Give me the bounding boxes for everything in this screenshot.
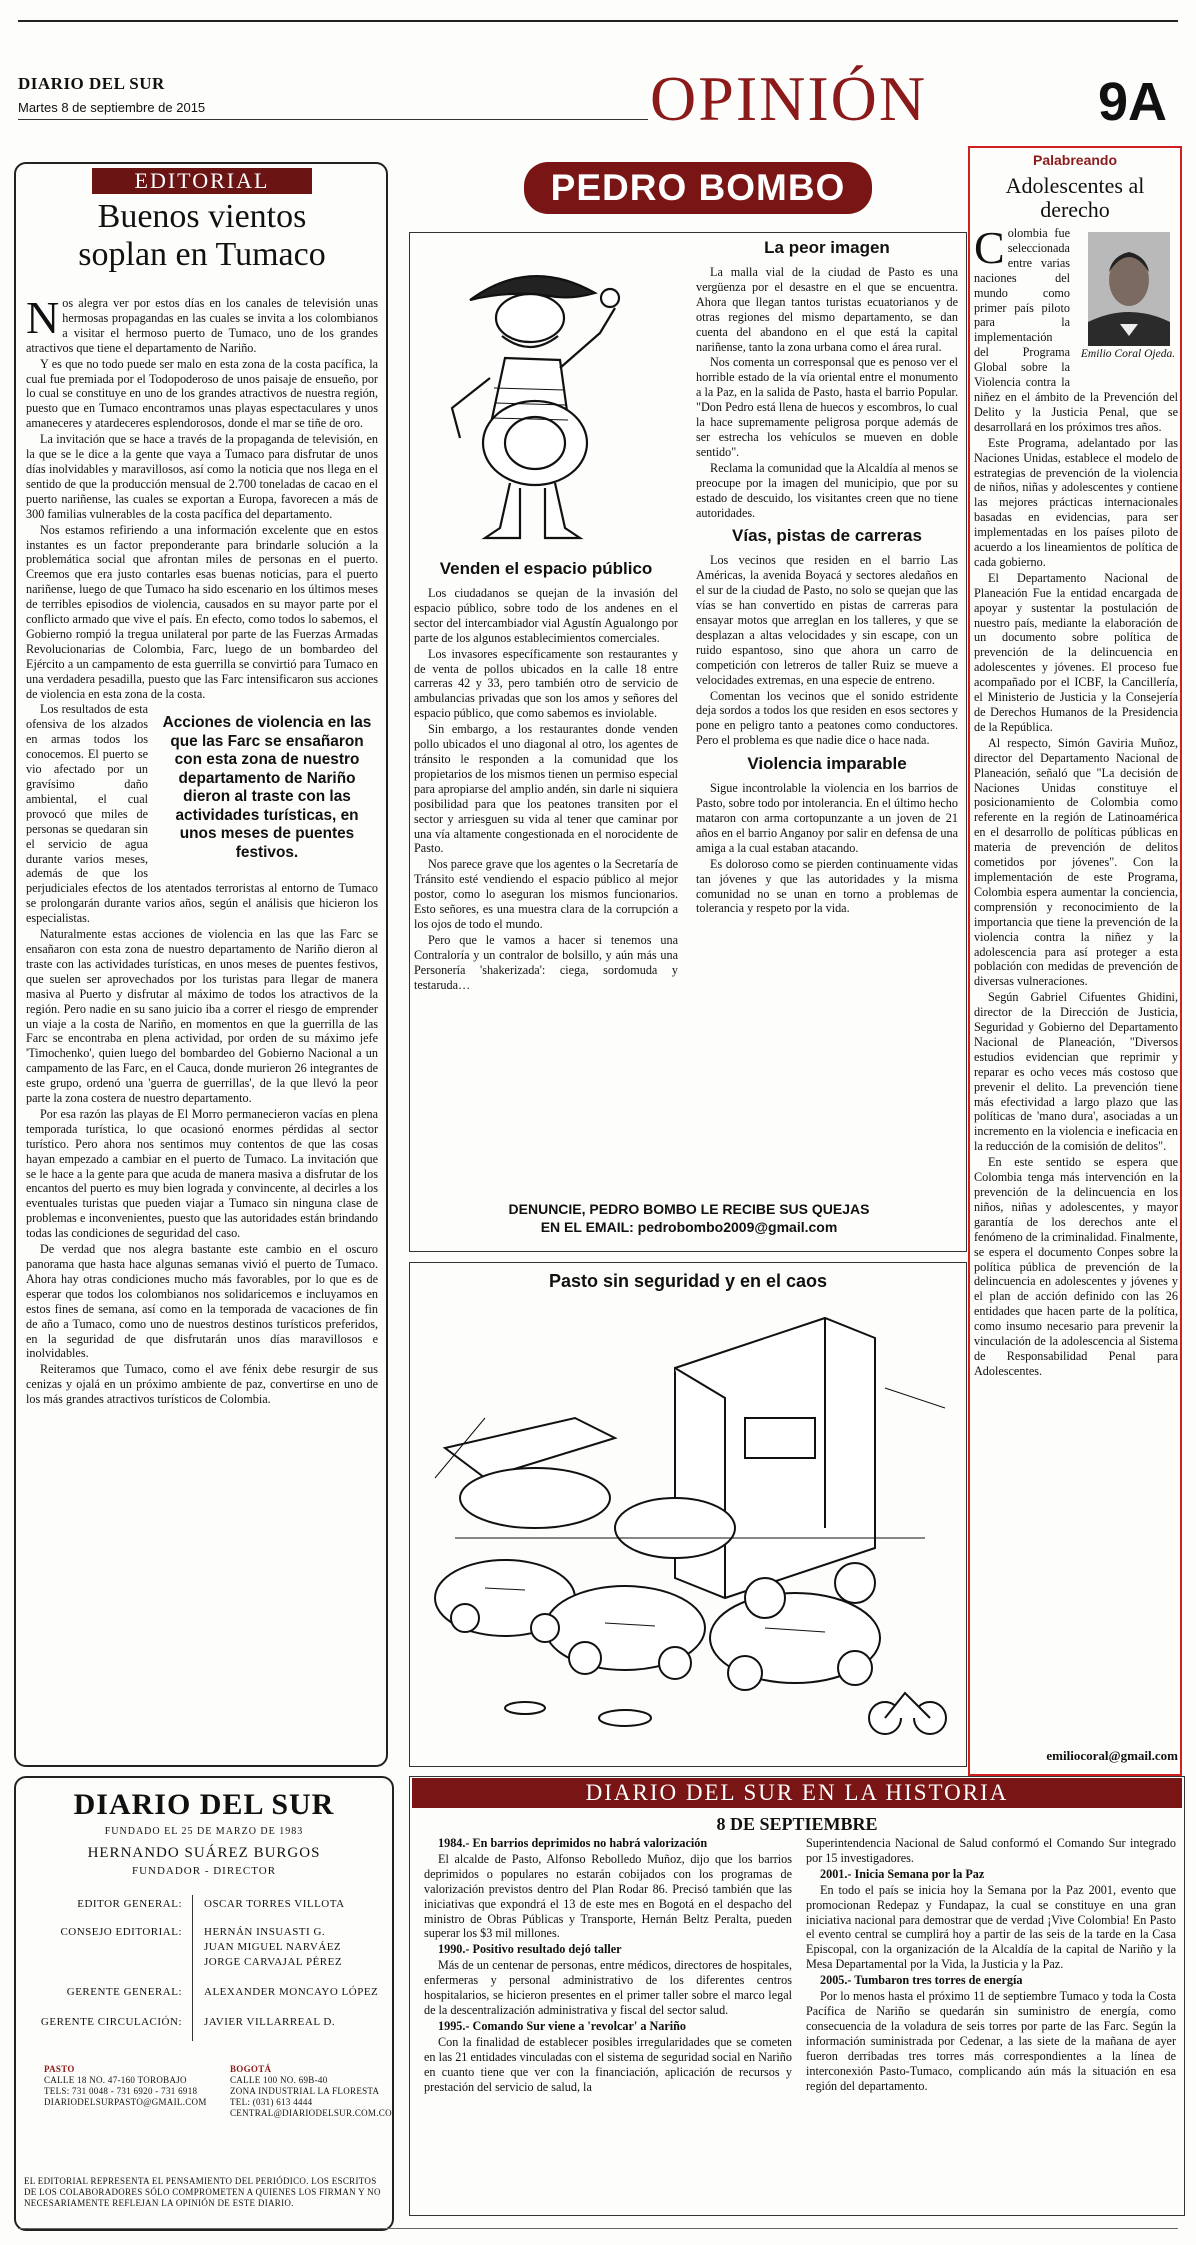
pb-paragraph: Los invasores específicamente son restaurantes y de venta de pollos ubicados en la calle 18 entre carreras 42 y 33, pero también otro de servicio de ambulancias privadas que son los amos y señores del espacio público, que como sabemos es inviolable. — [414, 646, 678, 721]
paper-name: DIARIO DEL SUR — [18, 74, 165, 93]
pb-heading-peor-imagen: La peor imagen — [764, 238, 890, 257]
bogota-line: CALLE 100 NO. 69B-40 — [230, 2075, 328, 2085]
page-number: 9A — [1098, 72, 1168, 132]
staff-label: GERENTE GENERAL: — [66, 1986, 182, 1998]
historia-column-1 — [424, 1836, 792, 2095]
pedro-bombo-contact — [414, 1200, 964, 1236]
historia-paragraph: Con la finalidad de establecer posibles irregularidades que se cometen en las 21 entidades vinculadas con el sistema de seguridad social en Nariño en cuanto tiene que ver con la financiación, aplicación de recursos y prestación del servicio de salud, la — [424, 2034, 792, 2094]
pedro-bombo-illustration — [430, 238, 630, 548]
pasto-line: DIARIODELSURPASTO@GMAIL.COM — [44, 2097, 207, 2107]
pb-paragraph: Sin embargo, a los restaurantes donde venden pollo ubicados el uno diagonal al otro, los agentes de tránsito le responden a la comunidad que los propietarios de los mismos tienen un permiso especial para apropiarse del amplio andén, sin darle ni siquiera posibilidad para que los peatones transiten por el sector y arriesguen su vida al tener que caminar por una vía altamente congestionada en el norocidente de Pasto. — [414, 722, 678, 856]
pasto-address — [44, 2064, 214, 2108]
staff-divider — [192, 1895, 193, 2041]
palabreando-paragraph: Según Gabriel Cifuentes Ghidini, director de la Dirección de Justicia, Seguridad y Gobierno del Departamento Nacional de Planeación, "Diversos estudios evidencian que reprimir y reparar es ocho veces más costoso que prevenir el delito. La prevención tiene más efectividad a largo plazo que las políticas de 'mano dura', asociadas a un incremento en la violencia e ineficacia en la reducción de la comisión de delitos". — [974, 990, 1178, 1154]
editorial-banner: EDITORIAL — [92, 168, 312, 194]
pb-paragraph: La malla vial de la ciudad de Pasto es una vergüenza por el desastre en el que se encuentra. Ahora que llegan tantos turistas ecuatorianos y de otras regiones del mismo departamento, se dan cuenta del abandono en el que está la capital nariñense, tanto la zona urbana como el área rural. — [696, 265, 958, 354]
historia-paragraph: El alcalde de Pasto, Alfonso Rebolledo Muñoz, dijo que los barrios deprimidos o populares no estarán cobijados con los programas de valorización previstos dentro del Plan Rodar 86. Precisó también que las iniciativas que expondrá el 13 de este mes en Bogotá en el despacho del ministro de Obras Públicas y Transporte, Hernán Beltz Peralta, pueden superar los $3 mil millones. — [424, 1851, 792, 1941]
staff-value: JUAN MIGUEL NARVÁEZ — [204, 1941, 342, 1953]
pb-paragraph: Los ciudadanos se quejan de la invasión del espacio público, sobre todo de los andenes en el sector del intercambiador vial Agustín Agualongo por parte de los algunos establecimientos comerciales. — [414, 586, 678, 645]
historia-paragraph: Más de un centenar de personas, entre médicos, directores de hospitales, enfermeras y personal administrativo de los diferentes centros hospitalarios, se hicieron presentes en el primer taller sobre el marco legal de la descentralización administrativa y fiscal del sector salud. — [424, 1958, 792, 2017]
staff-value: JORGE CARVAJAL PÉREZ — [204, 1956, 343, 1968]
palabreando-kicker: Palabreando — [1032, 152, 1118, 168]
staff-label: EDITOR GENERAL: — [77, 1898, 182, 1910]
staff-founder-name: HERNANDO SUÁREZ BURGOS — [87, 1845, 321, 1861]
editorial-body — [26, 292, 378, 1408]
palabreando-first-paragraph-text: olombia fue seleccionada entre varias naciones del mundo como primer país piloto para la implementación del Programa Global sobre la Violencia contra la niñez en el ámbito de la Prevención del Delito y la Justicia Penal, que se desarrollará en los próximos tres años. — [974, 226, 1178, 434]
pb-heading-espacio-publico: Venden el espacio público — [439, 559, 653, 578]
editorial-title — [24, 198, 380, 274]
pb-contact-line1: DENUNCIE, PEDRO BOMBO LE RECIBE SUS QUEJAS — [508, 1201, 870, 1217]
editorial-first-paragraph — [26, 292, 378, 356]
pb-heading-violencia: Violencia imparable — [747, 754, 907, 774]
staff-label: CONSEJO EDITORIAL: — [60, 1926, 182, 1938]
editorial-title-line2: soplan en Tumaco — [78, 236, 326, 273]
palabreando-paragraph: El Departamento Nacional de Planeación Fue la entidad encargada de apoyar y sustentar la postulación de nuestro país, mediante la elaboración de un documento sobre política de prevención de la delincuencia en adolescentes y jóvenes. El proceso fue acompañado por el ICBF, la Cancillería, el Ministerio de Justicia y la Consejería de Derechos Humanos de la Presidencia de la República. — [974, 570, 1178, 734]
palabreando-title: Adolescentes al derecho — [1005, 173, 1145, 222]
pb-paragraph: Sigue incontrolable la violencia en los barrios de Pasto, sobre todo por intolerancia. En el último hecho mataron con arma cortopunzante a un joven de 21 años en el barrio Anganoy por salir en defensa de una amiga a la cual estaban atacando. — [696, 781, 958, 855]
pb-paragraph: Los vecinos que residen en el barrio Las Américas, la avenida Boyacá y sectores aledaños en el sur de la ciudad de Pasto, no solo se quejan que las vías se han convertido en pistas de carreras para ensayar motos que arreglan en los talleres, y que se desplazan a altas velocidades y sin escape, con un ruido espantoso, sino que ahora un carro de competición con letreros de taller Ruiz se mueve a velocidades extremas, en una especie de entreno. — [696, 553, 958, 687]
staff-value: ALEXANDER MONCAYO LÓPEZ — [204, 1986, 379, 1998]
historia-heading: 2001.- Inicia Semana por la Paz — [820, 1866, 985, 1881]
historia-paragraph: En todo el país se inicia hoy la Semana por la Paz 2001, evento que promocionan Redepaz y Fundapaz, la cual se constituye en una gran iniciativa nacional para demostrar que de verdad ¡Vive Colombia! En Pasto el evento central se cumplirá hoy a partir de las seis de la tarde en la Casa Episcopal, con la organización de la Alcaldía de la capital de Nariño y la Mesa Departamental por la Vida, la Justicia y la Paz. — [806, 1882, 1176, 1972]
historia-paragraph: Superintendencia Nacional de Salud conformó el Comando Sur integrado por 15 investigadores. — [806, 1836, 1176, 1865]
editorial-paragraph: Por esa razón las playas de El Morro permanecieron vacías en plena temporada turística, lo que ocasionó enormes pérdidas al sector turístico. Pero ahora nos sentimos muy contentos de que las cosas hayan empezado a cambiar en el puerto de Tumaco. La invitación que se le hace a la gente para que acuda de manera masiva a disfrutar de los encantos del puerto es muy bien lograda y convincente, al decirles a los eventuales turistas que pueden viajar a Tumaco sin ninguna clase de problemas e inconvenientes, puesto que las autoridades están brindando todas las condiciones de seguridad del caso. — [26, 1106, 378, 1241]
pb-paragraph: Pero que le vamos a hacer si tenemos una Contraloría y un contralor de bolsillo, y aún más una Personería 'shakerizada': ciega, sordomuda y testaruda… — [414, 932, 678, 992]
pasto-line: TELS: 731 0048 - 731 6920 - 731 6918 — [44, 2086, 198, 2096]
editorial-paragraph: Los resultados de esta ofensiva de los alzados en armas todos los conocemos. El puerto se vio afectado por un gravísimo daño ambiental, el cual provocó que miles de personas se quedaran sin el servicio de agua durante varios meses, además de que los perjudiciales efectos de los atentados terroristas al entorno de Tumaco se prolongarán durante varios años, según el análisis que hicieron los especialistas. — [26, 702, 378, 926]
bottom-rule — [18, 2228, 1178, 2229]
historia-column-2 — [806, 1836, 1176, 2094]
historia-heading: 1984.- En barrios deprimidos no habrá valorización — [438, 1836, 708, 1850]
historia-date: 8 DE SEPTIEMBRE — [716, 1814, 878, 1834]
editorial-paragraph: La invitación que se hace a través de la propaganda de televisión, en la que se le dice a la gente que vaya a Tumaco para disfrutar de unos días inolvidables y maravillosos, así como la noticia que nos llega en el sentido de que la producción mensual de 2.700 toneladas de cacao en el puerto nariñense, las cuales se exportan a Europa, favorecen a más de 300 familias vulnerables de la costa pacífica del departamento. — [26, 432, 378, 521]
staff-logo: DIARIO DEL SUR — [73, 1788, 335, 1821]
historia-paragraph: Por lo menos hasta el próximo 11 de septiembre Tumaco y toda la Costa Pacífica de Nariño se quedarán sin suministro de energía, como consecuencia de la voladura de seis torres por parte de las Farc. Según la información suministrada por Cedenar, a las siete de la mañana de ayer fueron derribadas tres torres más correspondientes a la línea de interconexión Pasto-Tumaco, complicando aún más la situación en esa región del departamento. — [806, 1989, 1176, 2093]
pb-contact-line2: EN EL EMAIL: pedrobombo2009@gmail.com — [540, 1219, 838, 1235]
cartoon-title: Pasto sin seguridad y en el caos — [548, 1271, 828, 1291]
editorial-first-paragraph-text: os alegra ver por estos días en los canales de televisión unas hermosas propagandas en las cuales se invita a los colombianos a visitar el hermoso puerto de Tumaco, uno de los grandes atractivos que tiene el departamento de Nariño. — [26, 296, 378, 355]
pedro-bombo-column-1 — [414, 553, 678, 993]
historia-heading: 1995.- Comando Sur viene a 'revolcar' a Nariño — [438, 2018, 687, 2033]
pedro-bombo-column-2 — [696, 232, 958, 917]
staff-label: GERENTE CIRCULACIÓN: — [40, 2016, 182, 2028]
palabreando-body — [974, 222, 1178, 1380]
editorial-paragraph: Nos estamos refiriendo a una información excelente que en estos instantes es un factor preponderante para brindarle solución a la problemática social que afrontan miles de personas en el puerto. Creemos que era justo contarles esas buenas noticias, para el puerto nariñense, luego de que Tumaco ha sido escenario en los últimos meses de terribles episodios de violencia, causados en su mayor parte por el conflicto armado que vive el país. En efecto, como todos lo sabemos, el Gobierno rompió la tregua unilateral por parte de las Fuerzas Armadas Revolucionarias de Colombia, Farc, luego de un bombardeo del Ejército a un campamento de esta guerrilla se convirtió para Tumaco en una verdadera pesadilla, puesto que las Farc intensificaron sus acciones de violencia en esta zona de la costa. — [26, 522, 378, 701]
traffic-chaos-cartoon — [425, 1298, 955, 1758]
editorial-dropcap: N — [26, 292, 60, 343]
bogota-label: BOGOTÁ — [230, 2064, 272, 2074]
pasto-line: CALLE 18 NO. 47-160 TOROBAJO — [44, 2075, 187, 2085]
staff-value: JAVIER VILLARREAL D. — [204, 2016, 336, 2028]
palabreando-paragraph: En este sentido se espera que Colombia tenga más intervención en la prevención de la delincuencia en los niños, niñas y adolescentes, y mayor garantía de los derechos ante el fenómeno de la criminalidad. Finalmente, se espera el documento Conpes sobre la política pública de prevención de la delincuencia en adolescentes y jóvenes y el plan de acción definido con las 26 entidades que hacen parte de la política, como insumo necesario para prevenir la vinculación de la adolescencia al Sistema de Responsabilidad Penal para Adolescentes. — [974, 1155, 1178, 1378]
staff-founded: FUNDADO EL 25 DE MARZO DE 1983 — [104, 1826, 304, 1837]
bogota-line: ZONA INDUSTRIAL LA FLORESTA — [230, 2086, 380, 2096]
author-photo-caption: Emilio Coral Ojeda. — [1080, 348, 1176, 360]
historia-heading: 1990.- Positivo resultado dejó taller — [438, 1942, 622, 1957]
pb-heading-vias-pistas: Vías, pistas de carreras — [732, 526, 922, 546]
editorial-paragraph: Naturalmente estas acciones de violencia en las que las Farc se ensañaron con esta zona de nuestro departamento de Nariño dieron al traste con las actividades turísticas, en unos meses de puentes festivos, que suelen ser aprovechados por los turistas para llegar de manera masiva al Puerto y disfrutar al máximo de todos los atractivos de la región. Pero nadie en su sano juicio iba a correr el riesgo de emprender un viaje a la costa de Nariño, en momentos en que la guerrilla de las Farc se encontraba en plena actividad, por orden de su máximo jefe 'Timochenko', quien luego del bombardeo del Gobierno Nacional a un campamento de las Farc, en el Cauca, donde murieron 26 integrantes de este grupo, ordenó una 'guerra de guerrillas', de la que llevó la peor parte la zona costera de nuestro departamento. — [26, 927, 378, 1106]
staff-value: HERNÁN INSUASTI G. — [204, 1926, 326, 1938]
date-rule — [18, 119, 648, 120]
bogota-line: CENTRAL@DIARIODELSUR.COM.CO — [230, 2108, 392, 2118]
staff-founder-role: FUNDADOR - DIRECTOR — [131, 1865, 277, 1877]
historia-banner: DIARIO DEL SUR EN LA HISTORIA — [412, 1778, 1182, 1808]
pb-paragraph: Es doloroso como se pierden continuamente vidas tan jóvenes y que las autoridades y la misma comunidad no se unan en torno a problemas de tolerancia y respeto por la vida. — [696, 856, 958, 916]
palabreando-paragraph: Al respecto, Simón Gaviria Muñoz, director del Departamento Nacional de Planeación, señaló que "La decisión de Naciones Unidas constituye el posicionamiento de Colombia como referente en la región de Latinoamérica en el desarrollo de políticas públicas en materia de prevención de delitos cometidos por jóvenes". Con la implementación de este Programa, Colombia espera aumentar la conciencia, comprensión y reconocimiento de la importancia que tiene la prevención de la violencia contra la niñez y la adolescencia para así proteger a esta población con medidas de prevención de diversas vulneraciones. — [974, 735, 1178, 989]
pedro-bombo-banner: PEDRO BOMBO — [524, 162, 872, 214]
editorial-pullquote: Acciones de violencia en las que las Farc se ensañaron con esta zona de nuestro departamento de Nariño dieron al traste con las actividades turísticas, en unos meses de puentes festivos. — [162, 714, 372, 861]
bogota-address — [230, 2064, 390, 2119]
pb-paragraph: Nos comenta un corresponsal que es penoso ver el horrible estado de la vía oriental entre el monumento a la Paz, en la salida de Pasto, hasta el barrio Popular. "Don Pedro está llena de huecos y escombros, lo cual la hace supremamente peligrosa porque además de ser estrecha los vehículos se mueven en doble sentido". — [696, 355, 958, 459]
editorial-paragraph: Reiteramos que Tumaco, como el ave fénix debe resurgir de sus cenizas y ojalá en un próximo ambiente de paz, convertirse en uno de los más grandes atractivos turísticos de Colombia. — [26, 1362, 378, 1407]
pasto-label: PASTO — [44, 2064, 75, 2074]
bogota-line: TEL: (031) 613 4444 — [230, 2097, 313, 2107]
photo-wrap-space — [1070, 226, 1178, 388]
section-title: OPINIÓN — [650, 63, 928, 134]
palabreando-paragraph: Este Programa, adelantado por las Naciones Unidas, establece el modelo de estrategias de prevención de la violencia de niños, niñas y adolescentes y contiene las mejores prácticas internacionales basadas en evidencias, para ser implementadas en los países piloto de acuerdo a los lineamientos de política de cada gobierno. — [974, 435, 1178, 569]
editorial-title-line1: Buenos vientos — [97, 198, 307, 235]
historia-heading: 2005.- Tumbaron tres torres de energía — [820, 1973, 1023, 1988]
pb-paragraph: Reclama la comunidad que la Alcaldía al menos se preocupe por la imagen del municipio, que por su estado de descuido, los visitantes creen que no tiene autoridades. — [696, 460, 958, 520]
staff-value: OSCAR TORRES VILLOTA — [204, 1898, 345, 1910]
editorial-paragraph: De verdad que nos alegra bastante este cambio en el oscuro panorama que hasta hace algunas semanas vivió el puerto de Tumaco. Ahora hay otras condiciones mucho más favorables, por lo que es de esperar que todos los colombianos nos solidaricemos e incluyamos en estos fines de semana, así como en la temporada de vacaciones de fin de año a Tumaco, como uno de nuestros destinos turísticos preferidos, en la seguridad de que disfrutarán unos días maravillosos e inolvidables. — [26, 1242, 378, 1361]
pb-paragraph: Comentan los vecinos que el sonido estridente deja sordos a todos los que residen en esos sectores y pone en peligro tanto a peatones como conductores. Pero el problema es que nadie dice o hace nada. — [696, 688, 958, 748]
pb-paragraph: Nos parece grave que los agentes o la Secretaría de Tránsito esté vendiendo el espacio público al mejor postor, como lo aseguran los mismos funcionarios. Esto señores, es una muestra clara de la corrupción a los ojos de todo el mundo. — [414, 857, 678, 931]
paper-date: Martes 8 de septiembre de 2015 — [18, 100, 206, 115]
palabreando-dropcap: C — [974, 222, 1005, 273]
top-rule — [18, 20, 1178, 22]
editorial-paragraph: Y es que no todo puede ser malo en esta zona de la costa pacífica, la cual fue premiada por el Todopoderoso de unos paisaje de ensueño, por lo cual se constituye en uno de los grandes atractivos de nuestra región, puesto que en Tumaco encontramos unas playas espectaculares y unos amaneceres y atardeceres esplendorosos, donde el mar se tiñe de oro. — [26, 356, 378, 431]
staff-disclaimer: EL EDITORIAL REPRESENTA EL PENSAMIENTO DEL PERIÓDICO. LOS ESCRITOS DE LOS COLABORADORES SÓLO COMPROMETEN A QUIENES LOS FIRMAN Y NO NECESARIAMENTE REFLEJAN LA OPINIÓN DE ESTE DIARIO. — [24, 2176, 381, 2208]
author-email: emiliocoral@gmail.com — [1046, 1748, 1178, 1763]
